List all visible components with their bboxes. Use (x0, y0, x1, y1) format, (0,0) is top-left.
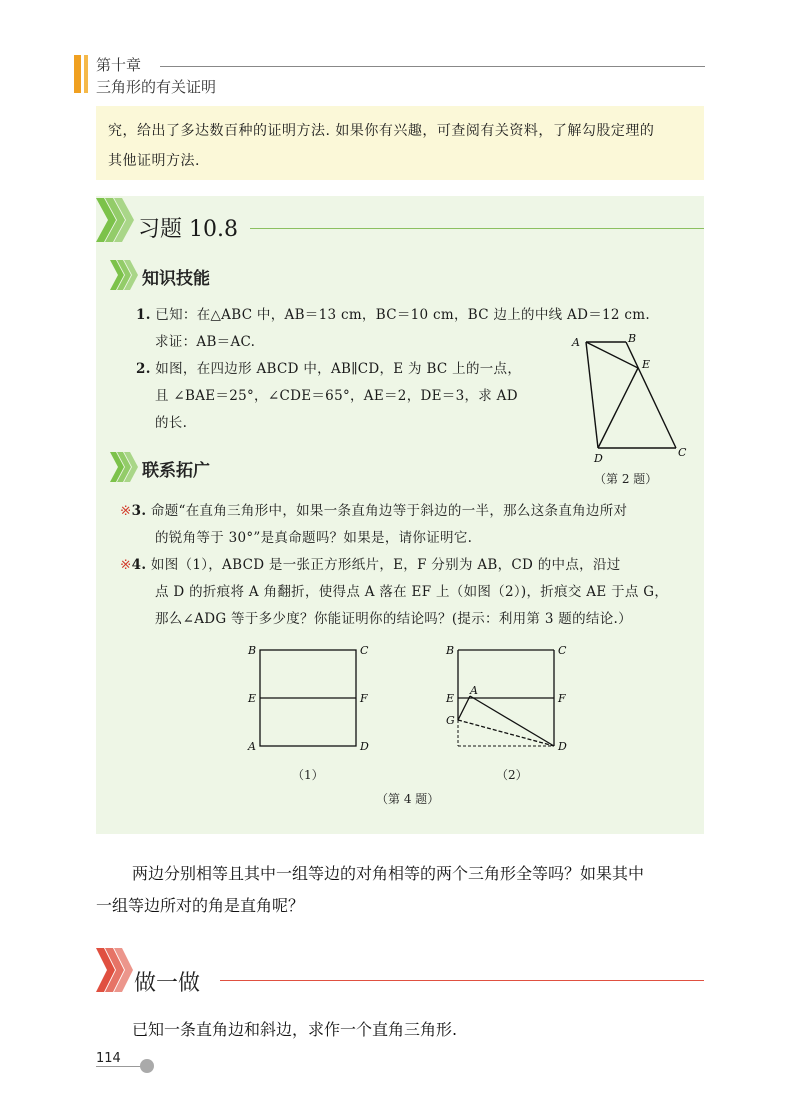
question-3-line-2: 的锐角等于 30°”是真命题吗？如果是，请你证明它. (155, 530, 473, 546)
chapter-label: 第十章 (96, 56, 142, 74)
fig4a-label-e: E (248, 692, 257, 705)
fig4b-label-g: G (446, 714, 455, 727)
question-2 (136, 356, 556, 437)
question-2-number: 2. (136, 361, 151, 377)
question-1-line-1 (136, 302, 676, 329)
discussion-line-2: 一组等边所对的角是直角呢？ (96, 896, 305, 915)
question-2-line-2: 且 ∠BAE＝25°，∠CDE＝65°，AE＝2，DE＝3，求 AD (155, 388, 518, 404)
section-chevron-icon (110, 260, 138, 290)
figure-question-4-part-1 (240, 640, 380, 760)
fig4b-label-f: F (558, 692, 566, 705)
fig2-label-c: C (678, 446, 687, 459)
fig4b-label-d: D (558, 740, 567, 753)
page-number: 114 (96, 1051, 121, 1066)
header-accent-bar-light (84, 55, 88, 93)
question-3-number: 3. (131, 503, 147, 519)
note-line-2: 其他证明方法. (108, 153, 200, 169)
section-connection-extension: 联系拓广 (142, 461, 210, 481)
fig2-label-d: D (594, 452, 603, 465)
fig4a-label-d: D (360, 740, 369, 753)
activity-text: 已知一条直角边和斜边，求作一个直角三角形. (132, 1020, 458, 1039)
figure-4-part-2-caption: （2） (496, 768, 528, 782)
question-4-line-3: 那么∠ADG 等于多少度？你能证明你的结论吗？(提示：利用第 3 题的结论.） (155, 611, 632, 627)
section-knowledge-skills: 知识技能 (142, 269, 210, 289)
fig4b-label-c: C (558, 644, 567, 657)
exercise-title-rule (250, 228, 704, 229)
question-3 (120, 498, 700, 552)
figure-4-part-1-caption: （1） (292, 768, 324, 782)
exercise-chevron-icon (96, 198, 136, 242)
note-text (108, 116, 694, 176)
question-2-line-1 (136, 356, 556, 383)
exercise-title: 习题 10.8 (138, 217, 238, 242)
question-4 (120, 552, 700, 633)
figure-question-2 (566, 330, 696, 466)
question-1-line-2: 求证：AB＝AC. (155, 334, 256, 350)
question-1-text: 已知：在△ABC 中，AB＝13 cm，BC＝10 cm，BC 边上的中线 AD＝12 cm. (155, 307, 650, 323)
figure-2-caption: （第 2 题） (594, 472, 658, 486)
question-4-line-1 (120, 552, 700, 579)
activity-title: 做一做 (134, 971, 201, 996)
discussion-paragraph (96, 858, 704, 922)
question-3-star-mark: ※ (120, 503, 132, 519)
fig4a-label-a: A (248, 740, 256, 753)
header-rule (160, 66, 705, 67)
figure-4-caption: （第 4 题） (376, 792, 440, 806)
question-4-text: 如图（1），ABCD 是一张正方形纸片，E，F 分别为 AB，CD 的中点，沿过 (150, 557, 621, 573)
fig4a-label-f: F (360, 692, 368, 705)
question-4-line-2: 点 D 的折痕将 A 角翻折，使得点 A 落在 EF 上（如图（2）)，折痕交 AE 于点 G， (155, 584, 669, 600)
fig4b-label-e: E (446, 692, 455, 705)
fig4a-label-b: B (248, 644, 257, 657)
question-4-number: 4. (131, 557, 147, 573)
fig4b-label-b: B (446, 644, 455, 657)
question-3-line-1 (120, 498, 700, 525)
fig2-label-a: A (572, 336, 580, 349)
fig4b-label-a: A (470, 684, 478, 697)
page-number-rule (96, 1066, 146, 1067)
question-2-text: 如图，在四边形 ABCD 中，AB∥CD，E 为 BC 上的一点， (155, 361, 522, 377)
page-number-dot (140, 1059, 154, 1073)
activity-chevron-icon (96, 948, 134, 992)
fig4a-label-c: C (360, 644, 369, 657)
section-chevron-icon-2 (110, 452, 138, 482)
figure-question-4-part-2 (440, 640, 580, 760)
chapter-title: 三角形的有关证明 (96, 78, 217, 96)
discussion-line-1: 两边分别相等且其中一组等边的对角相等的两个三角形全等吗？如果其中 (132, 864, 645, 883)
question-2-line-3: 的长. (155, 415, 188, 431)
activity-title-rule (220, 980, 704, 981)
header-accent-bar (74, 55, 81, 93)
fig2-label-e: E (642, 358, 651, 371)
question-4-star-mark: ※ (120, 557, 132, 573)
question-3-text: 命题“在直角三角形中，如果一条直角边等于斜边的一半，那么这条直角边所对 (150, 503, 628, 519)
note-line-1: 究，给出了多达数百种的证明方法. 如果你有兴趣，可查阅有关资料，了解勾股定理的 (108, 123, 655, 139)
question-1-number: 1. (136, 307, 151, 323)
fig2-label-b: B (628, 332, 637, 345)
